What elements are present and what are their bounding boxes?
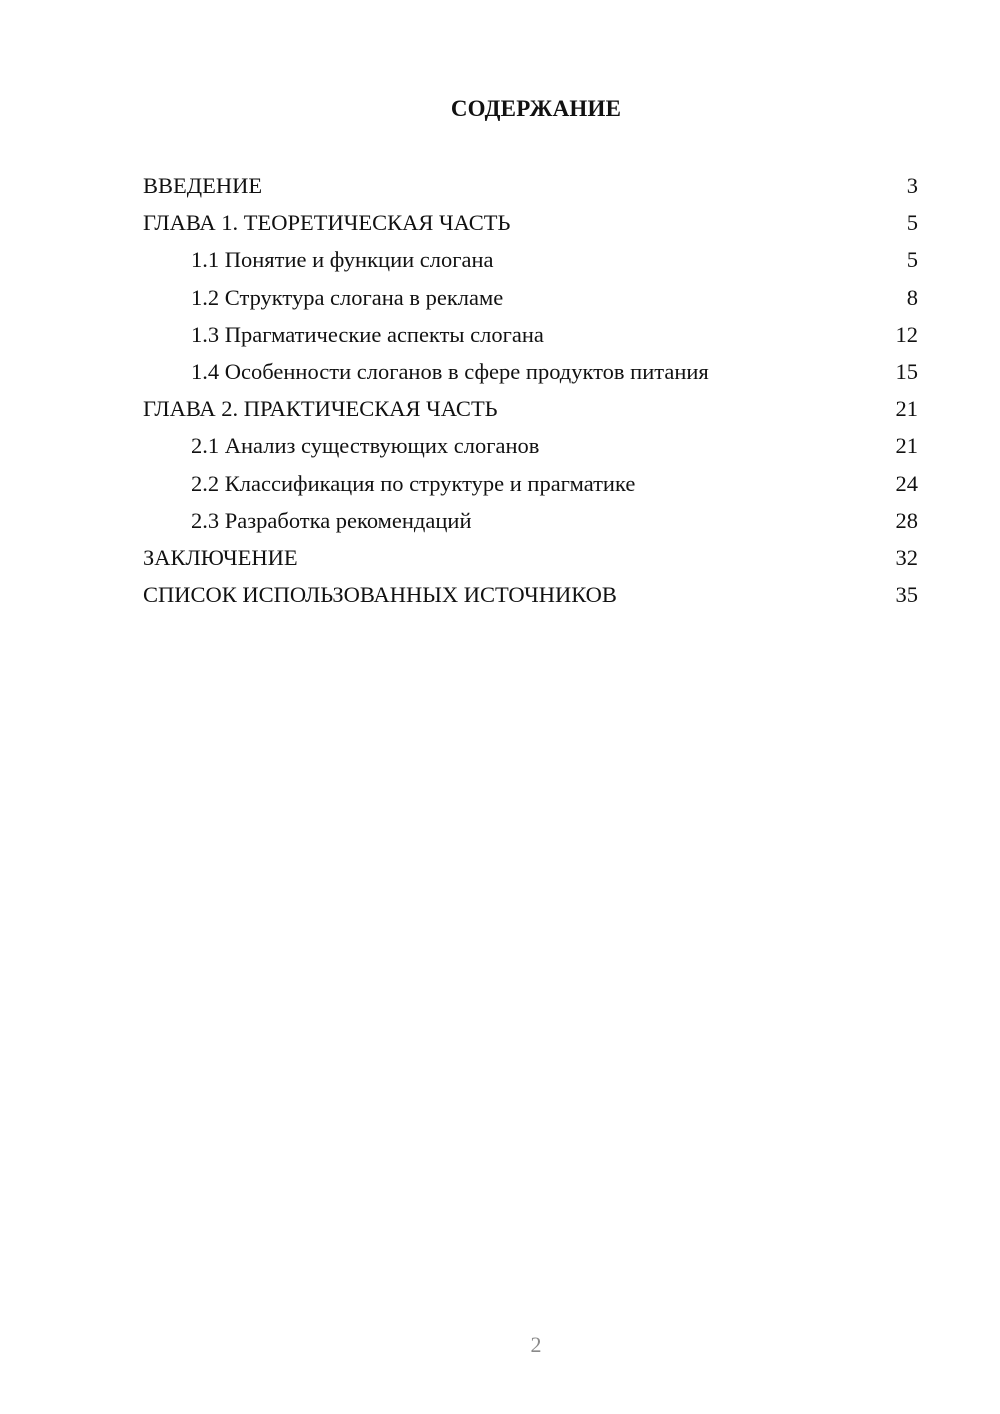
page-number: 2 <box>530 1332 542 1357</box>
toc-entry-page: 32 <box>895 544 918 570</box>
toc-entry-label: 1.3 Прагматические аспекты слогана <box>191 321 544 347</box>
toc-entry-label: ГЛАВА 2. ПРАКТИЧЕСКАЯ ЧАСТЬ <box>143 396 498 422</box>
toc-entry-label: 1.2 Структура слогана в рекламе <box>191 284 504 310</box>
toc-entry-label: 1.1 Понятие и функции слогана <box>191 247 494 273</box>
toc-entry-page: 5 <box>906 247 918 273</box>
toc-entry-label: 2.3 Разработка рекомендаций <box>191 507 472 533</box>
toc-entry-page: 15 <box>895 358 918 384</box>
toc-entry-page: 28 <box>895 507 918 533</box>
toc-entry-introduction[interactable] <box>143 167 918 204</box>
toc-entry-page: 8 <box>906 284 918 310</box>
toc-entry-chapter-1[interactable] <box>143 204 918 241</box>
toc-entry-label: ГЛАВА 1. ТЕОРЕТИЧЕСКАЯ ЧАСТЬ <box>143 210 511 236</box>
toc-entry-label: ВВЕДЕНИЕ <box>143 173 263 198</box>
page-title: СОДЕРЖАНИЕ <box>450 96 622 121</box>
toc-entry-references[interactable] <box>143 576 918 613</box>
toc-entry-label: 1.4 Особенности слоганов в сфере продуктов питания <box>191 358 709 384</box>
toc-entry-section-1-4[interactable] <box>143 353 918 390</box>
toc-entry-page: 12 <box>895 321 918 347</box>
toc-entry-label: ЗАКЛЮЧЕНИЕ <box>143 544 298 570</box>
toc-entry-section-1-2[interactable] <box>143 279 918 316</box>
toc-entry-label: 2.2 Классификация по структуре и прагматике <box>191 470 636 496</box>
toc-entry-section-2-1[interactable] <box>143 427 918 464</box>
toc-entry-page: 24 <box>895 470 918 496</box>
toc-entry-label: СПИСОК ИСПОЛЬЗОВАННЫХ ИСТОЧНИКОВ <box>143 582 617 608</box>
toc-entry-conclusion[interactable] <box>143 539 918 576</box>
toc-entry-page: 5 <box>906 210 918 236</box>
table-of-contents <box>143 167 918 613</box>
toc-entry-page: 21 <box>895 433 918 459</box>
toc-entry-chapter-2[interactable] <box>143 390 918 427</box>
toc-entry-page: 3 <box>906 173 918 198</box>
toc-entry-section-2-2[interactable] <box>143 465 918 502</box>
toc-entry-section-1-1[interactable] <box>143 241 918 278</box>
toc-entry-label: 2.1 Анализ существующих слоганов <box>191 433 540 459</box>
toc-entry-section-2-3[interactable] <box>143 502 918 539</box>
toc-entry-page: 21 <box>895 396 918 422</box>
toc-entry-page: 35 <box>895 582 918 608</box>
toc-entry-section-1-3[interactable] <box>143 316 918 353</box>
